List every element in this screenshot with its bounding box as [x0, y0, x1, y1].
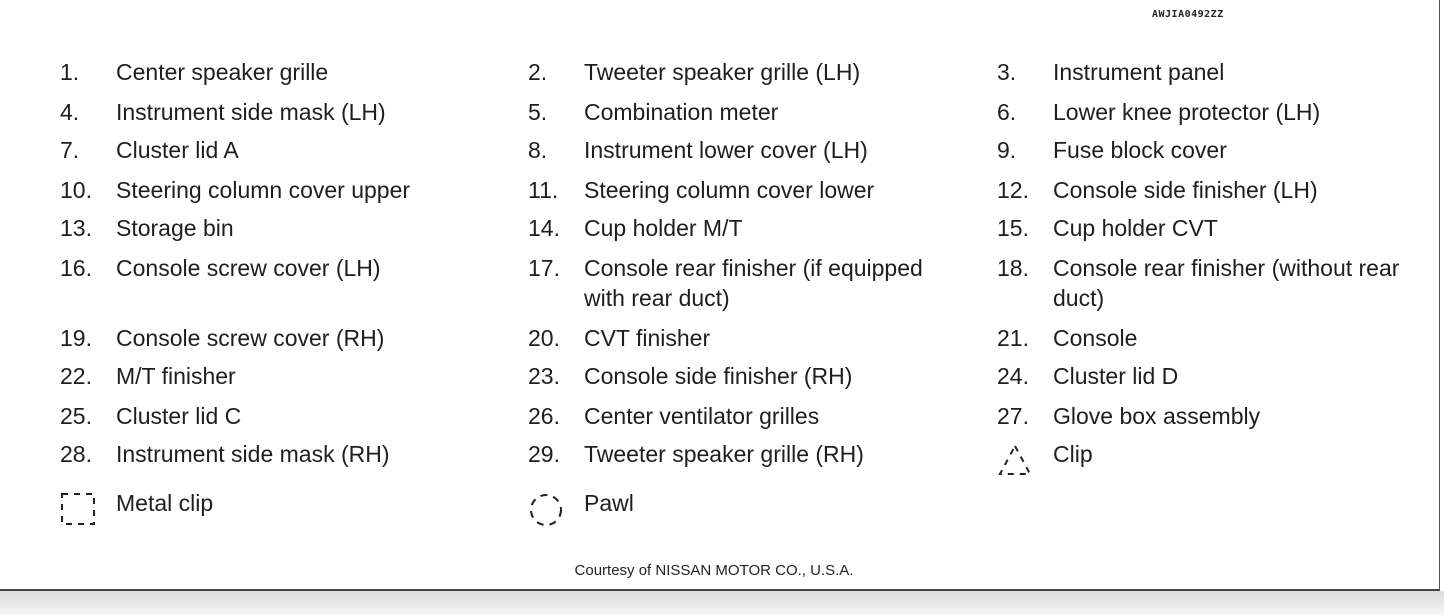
- legend-number: 22.: [60, 363, 92, 389]
- legend-number: 9.: [997, 137, 1017, 163]
- legend-number: 25.: [60, 403, 92, 429]
- legend-number: 10.: [60, 177, 92, 203]
- legend-number: 1.: [60, 59, 80, 85]
- legend-number: 5.: [528, 99, 548, 125]
- legend-label: Storage bin: [116, 215, 234, 241]
- legend-label: CVT finisher: [584, 325, 711, 351]
- legend-label: Cluster lid A: [116, 137, 239, 163]
- legend-label: Cluster lid D: [1053, 363, 1179, 389]
- legend-number: 19.: [60, 325, 92, 351]
- legend-number: 26.: [528, 403, 560, 429]
- legend-label: Center ventilator grilles: [584, 403, 820, 429]
- legend-symbol-label: Clip: [1053, 441, 1093, 467]
- legend-number: 14.: [528, 215, 560, 241]
- legend-number: 27.: [997, 403, 1029, 429]
- legend-number: 17.: [528, 255, 560, 281]
- legend-number: 20.: [528, 325, 560, 351]
- legend-label: Cup holder M/T: [584, 215, 743, 241]
- legend-label: Steering column cover lower: [584, 177, 875, 203]
- legend-label: Fuse block cover: [1053, 137, 1227, 163]
- legend-label: Steering column cover upper: [116, 177, 411, 203]
- legend-label: Lower knee protector (LH): [1053, 99, 1321, 125]
- legend-label: Tweeter speaker grille (LH): [584, 59, 861, 85]
- legend-number: 29.: [528, 441, 560, 467]
- legend-number: 6.: [997, 99, 1017, 125]
- legend-number: 24.: [997, 363, 1029, 389]
- page-bottom-shadow: [0, 591, 1444, 615]
- legend-label: Combination meter: [584, 99, 779, 125]
- legend-label: Console: [1053, 325, 1138, 351]
- legend-label: Console side finisher (RH): [584, 363, 853, 389]
- legend-label: M/T finisher: [116, 363, 236, 389]
- legend-label: Instrument panel: [1053, 59, 1225, 85]
- legend-label: Console side finisher (LH): [1053, 177, 1318, 203]
- legend-number: 8.: [528, 137, 548, 163]
- legend-number: 16.: [60, 255, 92, 281]
- legend-label: Instrument lower cover (LH): [584, 137, 868, 163]
- legend-number: 28.: [60, 441, 92, 467]
- legend-label: Center speaker grille: [116, 59, 329, 85]
- legend-label: Instrument side mask (RH): [116, 441, 390, 467]
- legend-label: Tweeter speaker grille (RH): [584, 441, 864, 467]
- legend-number: 13.: [60, 215, 92, 241]
- legend-label: Console screw cover (LH): [116, 255, 381, 281]
- legend-number: 7.: [60, 137, 80, 163]
- courtesy-note: Courtesy of NISSAN MOTOR CO., U.S.A.: [574, 562, 854, 579]
- legend-number: 21.: [997, 325, 1029, 351]
- legend-label: Cluster lid C: [116, 403, 242, 429]
- legend-number: 3.: [997, 59, 1017, 85]
- legend-number: 11.: [528, 177, 559, 203]
- legend-label: Console rear finisher (without rear duct): [1053, 255, 1400, 311]
- triangle-dashed-icon: [997, 443, 1033, 477]
- legend-label: Console screw cover (RH): [116, 325, 385, 351]
- legend-symbol-label: Metal clip: [116, 490, 214, 516]
- square-dashed-icon: [60, 492, 96, 526]
- legend-number: 4.: [60, 99, 80, 125]
- circle-dashed-icon: [528, 492, 564, 528]
- legend-label: Glove box assembly: [1053, 403, 1261, 429]
- legend-number: 12.: [997, 177, 1029, 203]
- legend-symbol-label: Pawl: [584, 490, 634, 516]
- figure-code: AWJIA0492ZZ: [1152, 9, 1224, 20]
- legend-number: 23.: [528, 363, 560, 389]
- legend-number: 15.: [997, 215, 1029, 241]
- legend-number: 2.: [528, 59, 548, 85]
- legend-label: Console rear finisher (if equipped with rear duct): [584, 255, 923, 311]
- legend-label: Instrument side mask (LH): [116, 99, 386, 125]
- legend-label: Cup holder CVT: [1053, 215, 1218, 241]
- legend-number: 18.: [997, 255, 1029, 281]
